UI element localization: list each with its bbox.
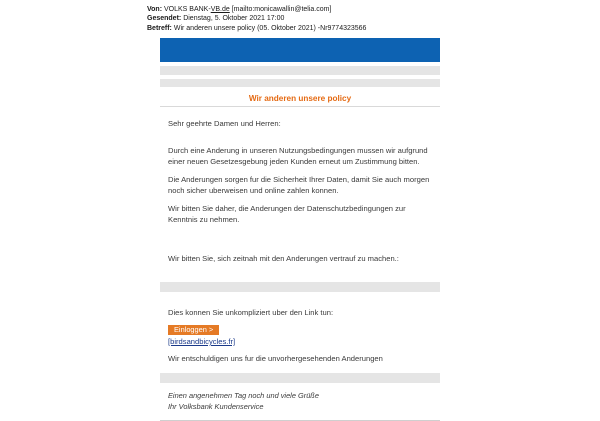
email-content xyxy=(160,107,440,282)
from-sender: VOLKS BANK- xyxy=(164,6,211,13)
grey-band xyxy=(160,373,440,383)
blue-banner xyxy=(160,38,440,62)
sent-label: Gesendet: xyxy=(147,15,182,23)
from-label: Von: xyxy=(147,6,163,13)
link-section xyxy=(160,292,440,373)
grey-band xyxy=(160,79,440,87)
paragraph-line: einer neuen Gesetzesgebung jeden Kunden erneut um Zustimmung bitten. xyxy=(168,157,420,166)
paragraph-line: Wir bitten Sie daher, die Anderungen der Datenschutzbedingungen zur xyxy=(168,203,406,213)
login-button[interactable]: Einloggen > xyxy=(168,325,219,335)
closing-line: Ihr Volksbank Kundenservice xyxy=(168,401,264,411)
link-intro: Dies konnen Sie unkompliziert uber den Link tun: xyxy=(168,308,334,317)
email-headers xyxy=(147,5,366,33)
sent-row xyxy=(147,14,366,23)
subject-label: Betreff: xyxy=(147,24,172,32)
from-domain[interactable]: VB.de xyxy=(210,6,230,13)
paragraph-line: Die Anderungen sorgen fur die Sicherheit Ihrer Daten, damit Sie auch morgen xyxy=(168,174,430,184)
paragraph-line: noch sicher uberweisen und online zahlen konnen. xyxy=(168,186,339,195)
paragraph-line: Wir bitten Sie, sich zeitnah mit den Anderungen vertrauf zu machen.: xyxy=(168,253,399,263)
from-row xyxy=(147,5,366,14)
grey-band xyxy=(160,66,440,75)
email-body xyxy=(160,38,440,421)
from-mailto[interactable]: [mailto:monicawallin@telia.com] xyxy=(231,6,332,13)
closing-section xyxy=(160,383,440,420)
grey-band xyxy=(160,282,440,292)
greeting: Sehr geehrte Damen und Herren: xyxy=(168,119,281,128)
bottom-divider xyxy=(160,420,440,421)
phishing-link[interactable]: [birdsandbicycles.fr] xyxy=(168,337,236,346)
sent-value: Dienstag, 5. Oktober 2021 17:00 xyxy=(183,15,285,23)
apology-text: Wir entschuldigen uns fur die unvorhergesehenden Anderungen xyxy=(168,353,383,363)
paragraph-line: Kenntnis zu nehmen. xyxy=(168,215,240,224)
paragraph-line: Durch eine Anderung in unseren Nutzungsbedingungen mussen wir aufgrund xyxy=(168,145,428,155)
subject-row xyxy=(147,24,366,33)
closing-line: Einen angenehmen Tag noch und viele Grüße xyxy=(168,391,319,400)
subject-value: Wir anderen unsere policy (05. Oktober 2021) -Nr9774323566 xyxy=(173,24,367,32)
email-title: Wir anderen unsere policy xyxy=(248,94,352,103)
